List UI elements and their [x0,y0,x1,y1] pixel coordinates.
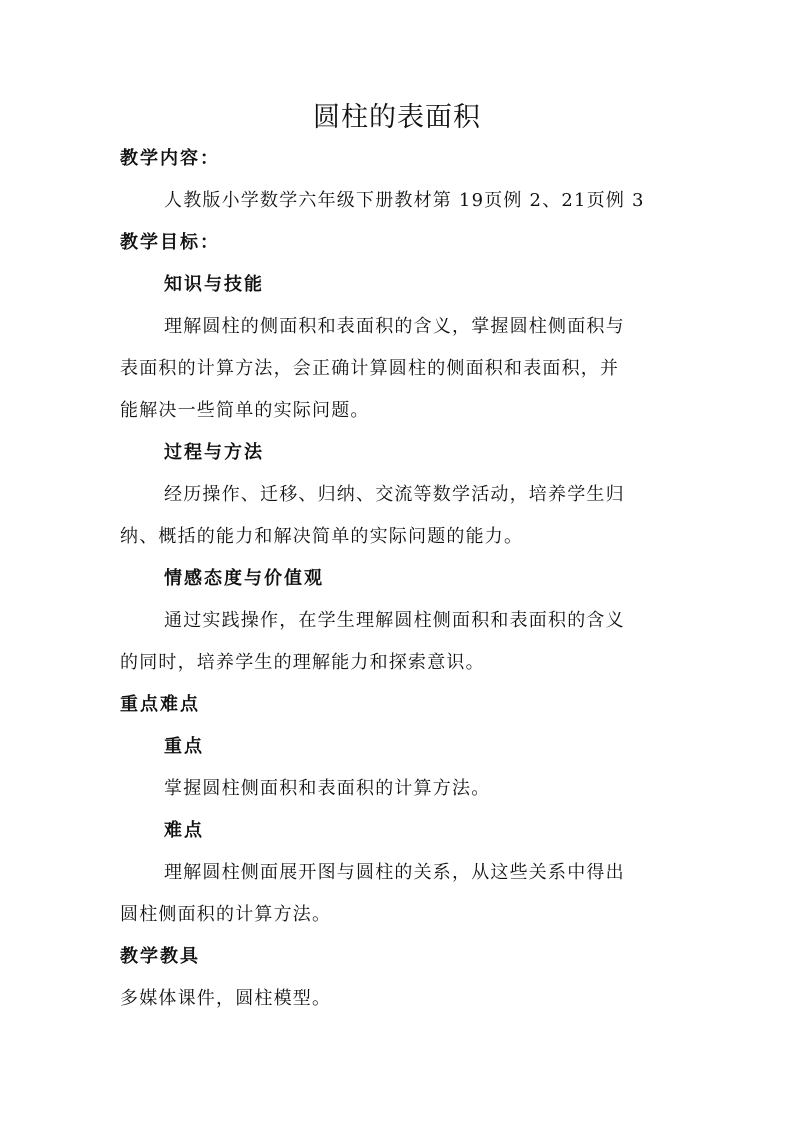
document-title: 圆柱的表面积 [313,102,481,133]
content-heading: 教学内容： [120,148,220,169]
process-text-line: 纳、概括的能力和解决简单的实际问题的能力。 [120,526,524,547]
key-points-heading: 重点难点 [120,694,200,715]
key-text: 掌握圆柱侧面积和表面积的计算方法。 [164,778,491,799]
emotion-heading: 情感态度与价值观 [164,568,324,589]
process-text-line: 经历操作、迁移、归纳、交流等数学活动，培养学生归 [164,484,625,505]
knowledge-text-line: 能解决一些简单的实际问题。 [120,400,370,421]
difficulty-heading: 难点 [164,820,204,841]
tools-text: 多媒体课件，圆柱模型。 [120,988,332,1009]
difficulty-text-line: 圆柱侧面积的计算方法。 [120,904,332,925]
difficulty-text-line: 理解圆柱侧面展开图与圆柱的关系，从这些关系中得出 [164,862,625,883]
knowledge-text-line: 表面积的计算方法，会正确计算圆柱的侧面积和表面积，并 [120,358,620,379]
content-text: 人教版小学数学六年级下册教材第 19页例 2、21页例 3 [164,190,645,211]
knowledge-heading: 知识与技能 [164,274,264,295]
process-heading: 过程与方法 [164,442,264,463]
emotion-text-line: 通过实践操作，在学生理解圆柱侧面积和表面积的含义 [164,610,625,631]
tools-heading: 教学教具 [120,946,200,967]
key-heading: 重点 [164,736,204,757]
emotion-text-line: 的同时，培养学生的理解能力和探索意识。 [120,652,485,673]
goals-heading: 教学目标： [120,232,220,253]
knowledge-text-line: 理解圆柱的侧面积和表面积的含义，掌握圆柱侧面积与 [164,316,625,337]
